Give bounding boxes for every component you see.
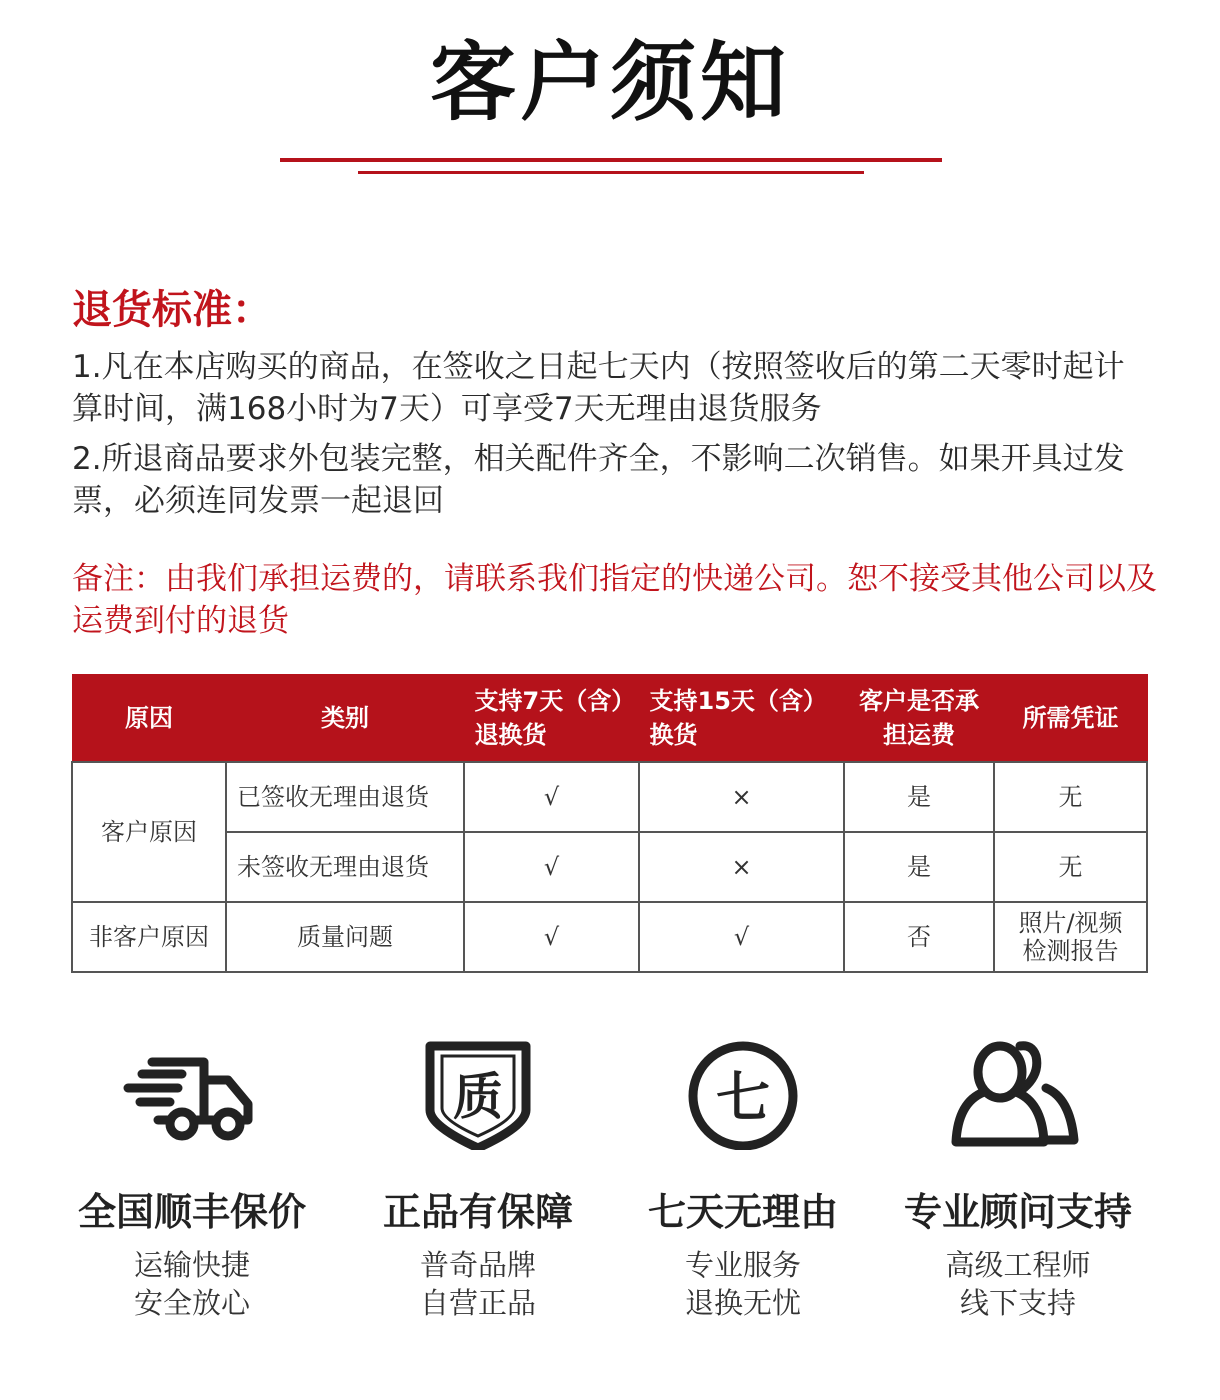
return-rule-1: 1.凡在本店购买的商品，在签收之日起七天内（按照签收后的第二天零时起计算时间，满168小时为7天）可享受7天无理由退货服务 [72,349,1125,427]
shipping-cell: 是 [844,762,994,832]
table-row [72,832,1147,902]
seven-days-icon [673,1040,813,1150]
quality-badge-text: 质 [453,1068,503,1126]
feature-title: 正品有保障 [382,1190,573,1234]
d15-cell: √ [639,902,844,972]
feature-title: 七天无理由 [647,1190,838,1234]
feature-title: 专业顾问支持 [903,1190,1132,1234]
header-proof: 所需凭证 [994,675,1147,763]
proof-cell: 无 [994,762,1147,832]
feature-seven-days [593,1040,893,1322]
header-shipping: 客户是否承担运费 [844,675,994,763]
category-cell: 未签收无理由退货 [226,832,464,902]
proof-cell: 照片/视频检测报告 [994,902,1147,972]
return-note: 备注：由我们承担运费的，请联系我们指定的快递公司。恕不接受其他公司以及运费到付的退货 [72,561,1157,639]
header-reason: 原因 [72,675,226,763]
title-divider-bottom [358,171,864,174]
consultants-icon [948,1040,1088,1150]
d15-cell: × [639,762,844,832]
header-category: 类别 [226,675,464,763]
shipping-cell: 否 [844,902,994,972]
feature-subtitle-2: 退换无忧 [684,1286,801,1320]
delivery-truck-icon [122,1040,262,1150]
feature-subtitle-1: 高级工程师 [945,1248,1091,1282]
return-rule-2: 2.所退商品要求外包装完整，相关配件齐全，不影响二次销售。如果开具过发票，必须连同发票一起退回 [72,441,1125,519]
feature-quality [328,1040,628,1322]
feature-shipping [42,1040,342,1322]
shipping-cell: 是 [844,832,994,902]
reason-cell: 客户原因 [72,762,226,902]
feature-consultants [868,1040,1168,1322]
d7-cell: √ [464,762,639,832]
quality-shield-icon [408,1040,548,1150]
feature-subtitle-2: 自营正品 [419,1286,536,1320]
d7-cell: √ [464,902,639,972]
feature-subtitle-1: 普奇品牌 [419,1248,536,1282]
proof-cell: 无 [994,832,1147,902]
return-standard-heading: 退货标准： [72,287,272,333]
seven-badge-text: 七 [716,1066,770,1129]
feature-subtitle-1: 专业服务 [684,1248,801,1282]
category-cell: 已签收无理由退货 [226,762,464,832]
feature-title: 全国顺丰保价 [77,1190,306,1234]
table-header-row [72,675,1147,763]
table-row [72,762,1147,832]
category-cell: 质量问题 [226,902,464,972]
feature-subtitle-2: 安全放心 [133,1286,250,1320]
title-divider-top [280,158,942,162]
reason-cell: 非客户原因 [72,902,226,972]
table-row [72,902,1147,972]
header-15day: 支持15天（含）换货 [639,675,844,763]
return-policy-table [71,674,1148,973]
page-title: 客户须知 [430,33,790,133]
d15-cell: × [639,832,844,902]
feature-subtitle-1: 运输快捷 [133,1248,250,1282]
d7-cell: √ [464,832,639,902]
header-7day: 支持7天（含）退换货 [464,675,639,763]
feature-subtitle-2: 线下支持 [959,1286,1076,1320]
